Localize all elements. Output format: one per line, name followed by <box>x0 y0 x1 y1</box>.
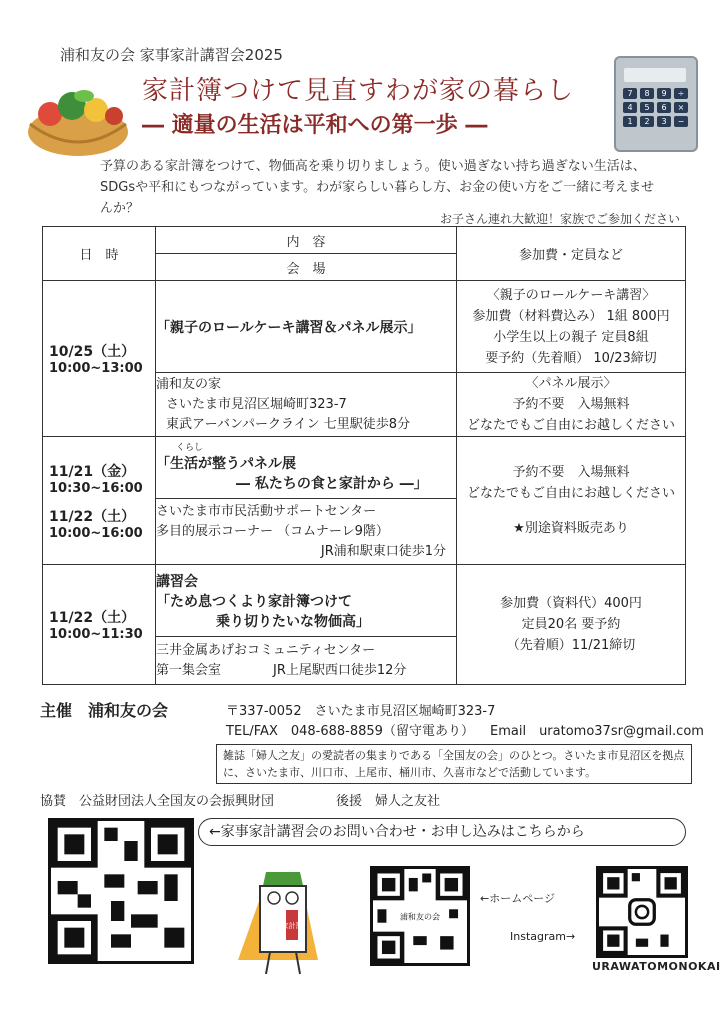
host-email[interactable]: Email uratomo37sr@gmail.com <box>490 724 704 739</box>
schedule-table <box>42 226 686 685</box>
event2-title-line1: 「生活が整うパネル展 <box>156 455 296 472</box>
fee-line: 予約不要 入場無料 <box>512 465 630 480</box>
event2-venue <box>156 499 457 565</box>
event3-title <box>156 565 457 637</box>
fee-line: 定員20名 要予約 <box>521 617 621 632</box>
event3-day: 11/22（土） <box>49 610 136 626</box>
header-content: 内 容 <box>156 227 457 254</box>
event1-day: 10/25（土） <box>49 344 136 360</box>
instagram-qr-code-icon[interactable] <box>596 866 688 958</box>
fee-line: 要予約（先着順） 10/23締切 <box>485 350 657 366</box>
header-fee: 参加費・定員など <box>457 227 686 281</box>
fee-line: 小学生以上の親子 定員8組 <box>493 329 649 345</box>
event3-label: 講習会 <box>156 573 198 590</box>
event3-title-line1: 「ため息つくより家計簿つけて <box>156 593 352 610</box>
event3-fee <box>457 565 686 685</box>
fee-line: 〈親子のロールケーキ講習〉 <box>486 287 656 303</box>
fee-line: 参加費（材料費込み） 1組 800円 <box>472 308 670 324</box>
event2-date <box>43 437 156 565</box>
venue-line: さいたま市見沼区堀崎町323-7 <box>166 396 347 412</box>
venue-line: 東武アーバンパークライン 七里駅徒歩8分 <box>166 416 411 432</box>
instagram-account-name: URAWATOMONOKAI <box>592 960 721 973</box>
event1-fee-top <box>457 281 686 373</box>
event2-time2: 10:00~16:00 <box>49 525 143 541</box>
fee-line: どなたでもご自由にお越しください <box>466 486 675 501</box>
fee-line: （先着順）11/21締切 <box>506 638 636 653</box>
page-subtitle: ― 適量の生活は平和への第一歩 ― <box>142 113 488 138</box>
fee-line: 参加費（資料代）400円 <box>500 596 642 611</box>
event3-date <box>43 565 156 685</box>
fee-line: どなたでもご自由にお越しください <box>466 418 675 433</box>
venue-line: 浦和友の家 <box>156 376 222 392</box>
venue-line: JR浦和駅東口徒歩1分 <box>320 543 446 559</box>
fee-line <box>457 504 685 518</box>
venue-line: 三井金属あげおコミュニティセンター <box>156 642 376 658</box>
event3-time: 10:00~11:30 <box>49 627 143 642</box>
mascot-label: 家計簿 <box>281 922 303 930</box>
event1-fee-bottom <box>457 373 686 437</box>
page-title: 家計簿つけて見直すわが家の暮らし <box>142 76 575 106</box>
fee-line: 〈パネル展示〉 <box>525 376 617 391</box>
event1-title: 「親子のロールケーキ講習＆パネル展示」 <box>156 281 457 373</box>
host-telfax: TEL/FAX 048-688-8859（留守電あり） <box>226 724 474 739</box>
organization-note: 雑誌「婦人之友」の愛読者の集まりである「全国友の会」のひとつ。さいたま市見沼区を拠点に、さいたま市、川口市、上尾市、桶川市、久喜市などで活動しています。 <box>216 744 692 784</box>
event1-venue <box>156 373 457 437</box>
event2-day: 11/21（金） <box>49 463 136 480</box>
qr-center-label: 浦和友の会 <box>399 912 441 922</box>
instagram-label: Instagram→ <box>510 930 576 943</box>
inquiry-qr-code-icon[interactable] <box>48 818 194 964</box>
host-address: 〒337-0052 さいたま市見沼区堀崎町323-7 <box>226 704 496 719</box>
support-text: 後援 婦人之友社 <box>336 794 441 809</box>
event2-day2: 11/22（土） <box>49 508 136 525</box>
venue-line: 第一集会室 JR上尾駅西口徒歩12分 <box>156 662 407 678</box>
sponsor-text: 協賛 公益財団法人全国友の会振興財団 <box>40 794 275 809</box>
venue-line: さいたま市市民活動サポートセンター <box>156 503 377 519</box>
homepage-qr-code-icon[interactable] <box>370 866 470 966</box>
fee-line: ★別途資料販売あり <box>513 521 629 536</box>
fee-line: 予約不要 入場無料 <box>512 397 630 412</box>
header-venue: 会 場 <box>156 254 457 281</box>
event2-fee <box>457 437 686 565</box>
header-date: 日 時 <box>43 227 156 281</box>
host-label: 主催 浦和友の会 <box>40 701 169 720</box>
organizer-line: 浦和友の会 家事家計講習会2025 <box>60 46 283 64</box>
inquiry-banner: ←家事家計講習会のお問い合わせ・お申し込みはこちらから <box>198 818 686 846</box>
venue-line: 多目的展示コーナー （コムナーレ9階） <box>156 523 389 539</box>
kids-welcome-note: お子さん連れ大歓迎！家族でご参加ください <box>439 212 680 226</box>
homepage-label: ←ホームページ <box>480 892 555 905</box>
event2-time: 10:30~16:00 <box>49 480 143 496</box>
event3-title-line2: 乗り切りたいな物価高」 <box>216 613 370 630</box>
event2-title-line2: ― 私たちの食と家計から ―」 <box>236 475 428 492</box>
event3-venue <box>156 637 457 685</box>
event1-time: 10:00~13:00 <box>49 361 143 376</box>
mascot-character-icon <box>208 850 338 980</box>
event2-title <box>156 437 457 499</box>
ruby-text: くらし <box>176 442 204 453</box>
event1-date <box>43 281 156 437</box>
vegetable-basket-icon <box>22 80 134 160</box>
calculator-icon: 7 8 9 ÷ 4 5 6 × 1 2 3 − <box>614 56 698 152</box>
intro-text: 予算のある家計簿をつけて、物価高を乗り切りましょう。使い過ぎない持ち過ぎない生活は、SDGsや平和にもつながっています。わが家らしい暮らし方、お金の使い方をご一緒に考えませんか？ <box>100 159 655 216</box>
